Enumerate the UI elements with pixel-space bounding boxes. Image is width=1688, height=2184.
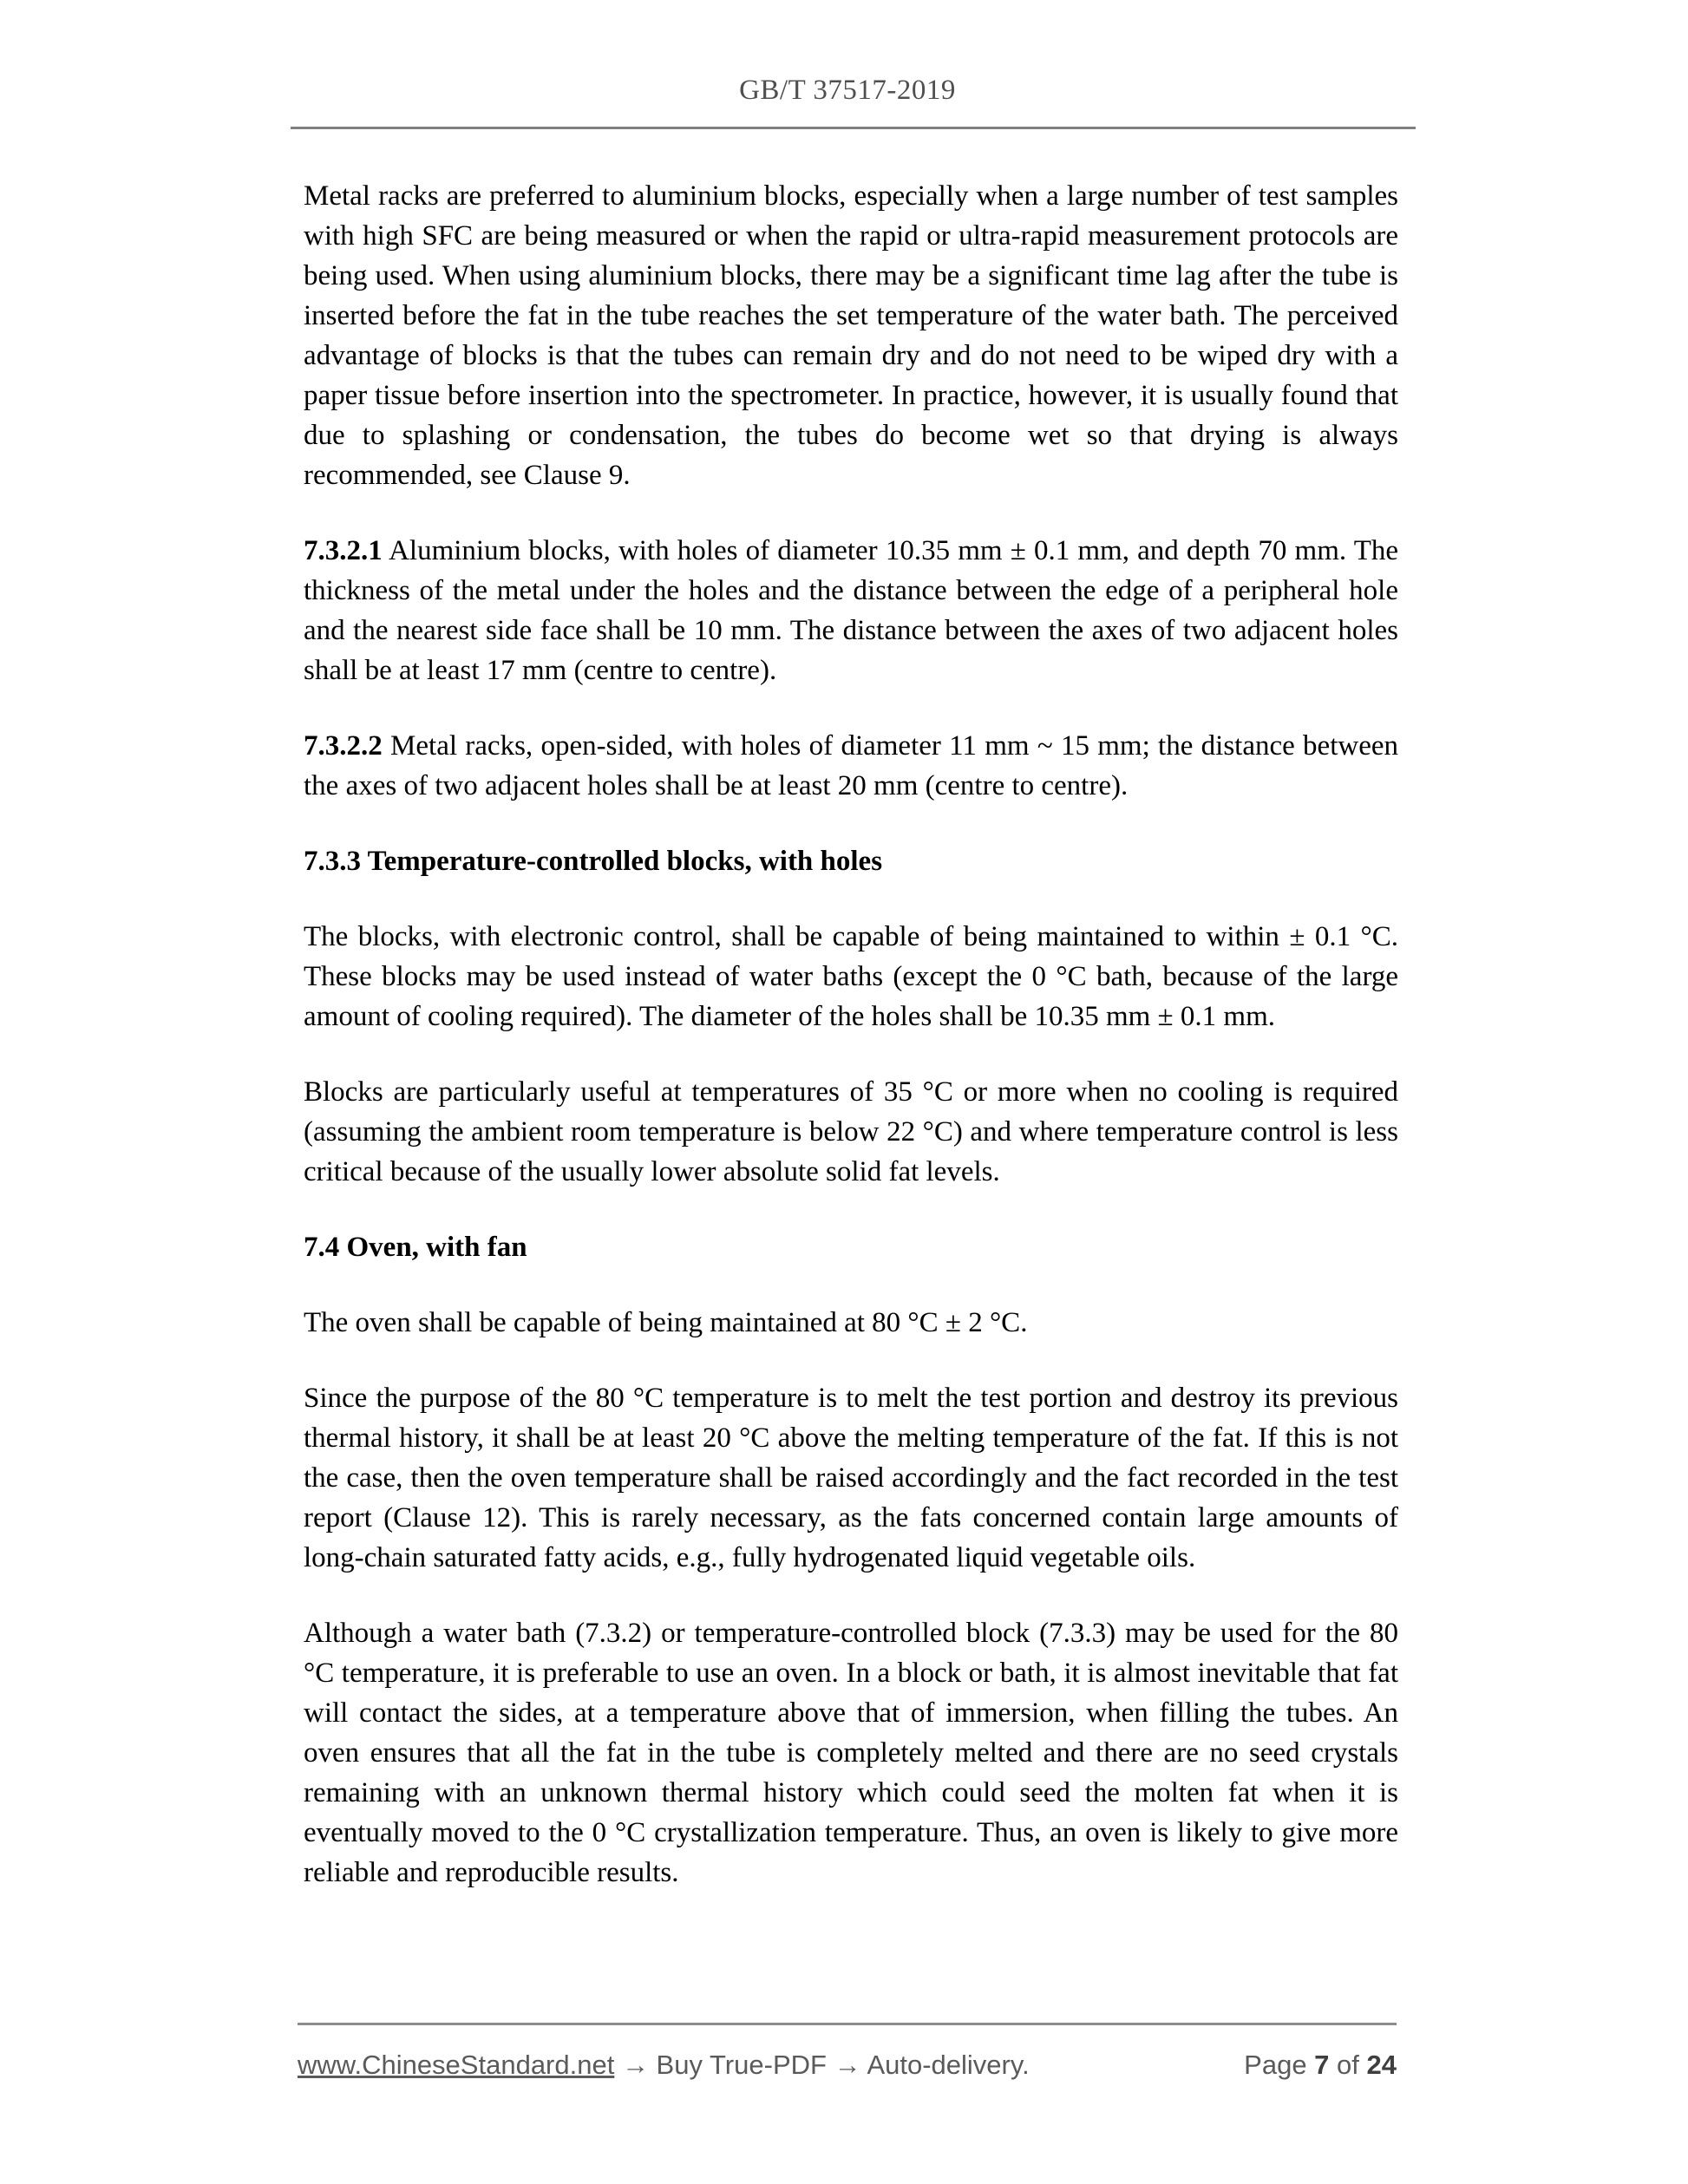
paragraph-purpose-80c xyxy=(304,1378,1398,1578)
paragraph-clause-7-3-2-2 xyxy=(304,726,1398,806)
paragraph-text: Since the purpose of the 80 °C temperature is to melt the test portion and destroy its previous thermal history, it shall be at least 20 °C above the melting temperature of the fat. If this is not the case, then the oven temperature shall be raised accordingly and the fact recorded in the test report (Clause 12). This is rarely necessary, as the fats concerned contain large amounts of long-chain saturated fatty acids, e.g., fully hydrogenated liquid vegetable oils. xyxy=(304,1383,1398,1573)
paragraph-text: Although a water bath (7.3.2) or temperature-controlled block (7.3.3) may be used for the 80 °C temperature, it is preferable to use an oven. In a block or bath, it is almost inevitable that fat will contact the sides, at a temperature above that of immersion, when filling the tubes. An oven ensures that all the fat in the tube is completely melted and there are no seed crystals remaining with an unknown thermal history which could seed the molten fat when it is eventually moved to the 0 °C crystallization temperature. Thus, an oven is likely to give more reliable and reproducible results. xyxy=(304,1618,1398,1888)
footer-tagline-text: → Buy True-PDF → Auto-delivery. xyxy=(614,2050,1030,2080)
paragraph-oven-temp xyxy=(304,1303,1398,1343)
page-label: Page xyxy=(1244,2050,1315,2080)
paragraph-text: The oven shall be capable of being maintained at 80 °C ± 2 °C. xyxy=(304,1307,1028,1338)
paragraph-blocks-useful xyxy=(304,1072,1398,1192)
paragraph-clause-7-3-2-1 xyxy=(304,531,1398,690)
paragraph-blocks-control xyxy=(304,917,1398,1036)
header-divider xyxy=(291,127,1416,129)
page-indicator xyxy=(1244,2050,1397,2081)
website-link[interactable]: www.ChineseStandard.net xyxy=(298,2050,615,2080)
document-body xyxy=(304,176,1398,1928)
paragraph-water-bath-vs-oven xyxy=(304,1613,1398,1893)
paragraph-text: The blocks, with electronic control, shall be capable of being maintained to within ± 0.1 °C. These blocks may be used instead of water baths (except the 0 °C bath, because of the large amount of cooling required). The diameter of the holes shall be 10.35 mm ± 0.1 mm. xyxy=(304,921,1398,1032)
section-heading-7-4: 7.4 Oven, with fan xyxy=(304,1232,527,1263)
footer-tagline xyxy=(298,2050,1030,2081)
page-footer xyxy=(298,2023,1397,2081)
section-heading-7-3-3: 7.3.3 Temperature-controlled blocks, with holes xyxy=(304,846,883,877)
page-of-label: of xyxy=(1329,2050,1367,2080)
paragraph-text: Aluminium blocks, with holes of diameter 10.35 mm ± 0.1 mm, and depth 70 mm. The thickness of the metal under the holes and the distance between the edge of a peripheral hole and the nearest side face shall be 10 mm. The distance between the axes of two adjacent holes shall be at least 17 mm (centre to centre). xyxy=(304,535,1398,686)
page-current: 7 xyxy=(1314,2050,1330,2080)
paragraph-text: Blocks are particularly useful at temperatures of 35 °C or more when no cooling is required (assuming the ambient room temperature is below 22 °C) and where temperature control is less critical because of the usually lower absolute solid fat levels. xyxy=(304,1076,1398,1187)
paragraph-text: Metal racks, open-sided, with holes of diameter 11 mm ~ 15 mm; the distance between the axes of two adjacent holes shall be at least 20 mm (centre to centre). xyxy=(304,730,1398,801)
paragraph-intro xyxy=(304,176,1398,495)
page-total: 24 xyxy=(1366,2050,1397,2080)
standard-number-header: GB/T 37517-2019 xyxy=(739,75,956,106)
clause-number: 7.3.2.2 xyxy=(304,730,383,762)
clause-number: 7.3.2.1 xyxy=(304,535,383,566)
paragraph-text: Metal racks are preferred to aluminium blocks, especially when a large number of test samples with high SFC are being measured or when the rapid or ultra-rapid measurement protocols are being used. When using aluminium blocks, there may be a significant time lag after the tube is inserted before the fat in the tube reaches the set temperature of the water bath. The perceived advantage of blocks is that the tubes can remain dry and do not need to be wiped dry with a paper tissue before insertion into the spectrometer. In practice, however, it is usually found that due to splashing or condensation, the tubes do become wet so that drying is always recommended, see Clause 9. xyxy=(304,180,1398,491)
